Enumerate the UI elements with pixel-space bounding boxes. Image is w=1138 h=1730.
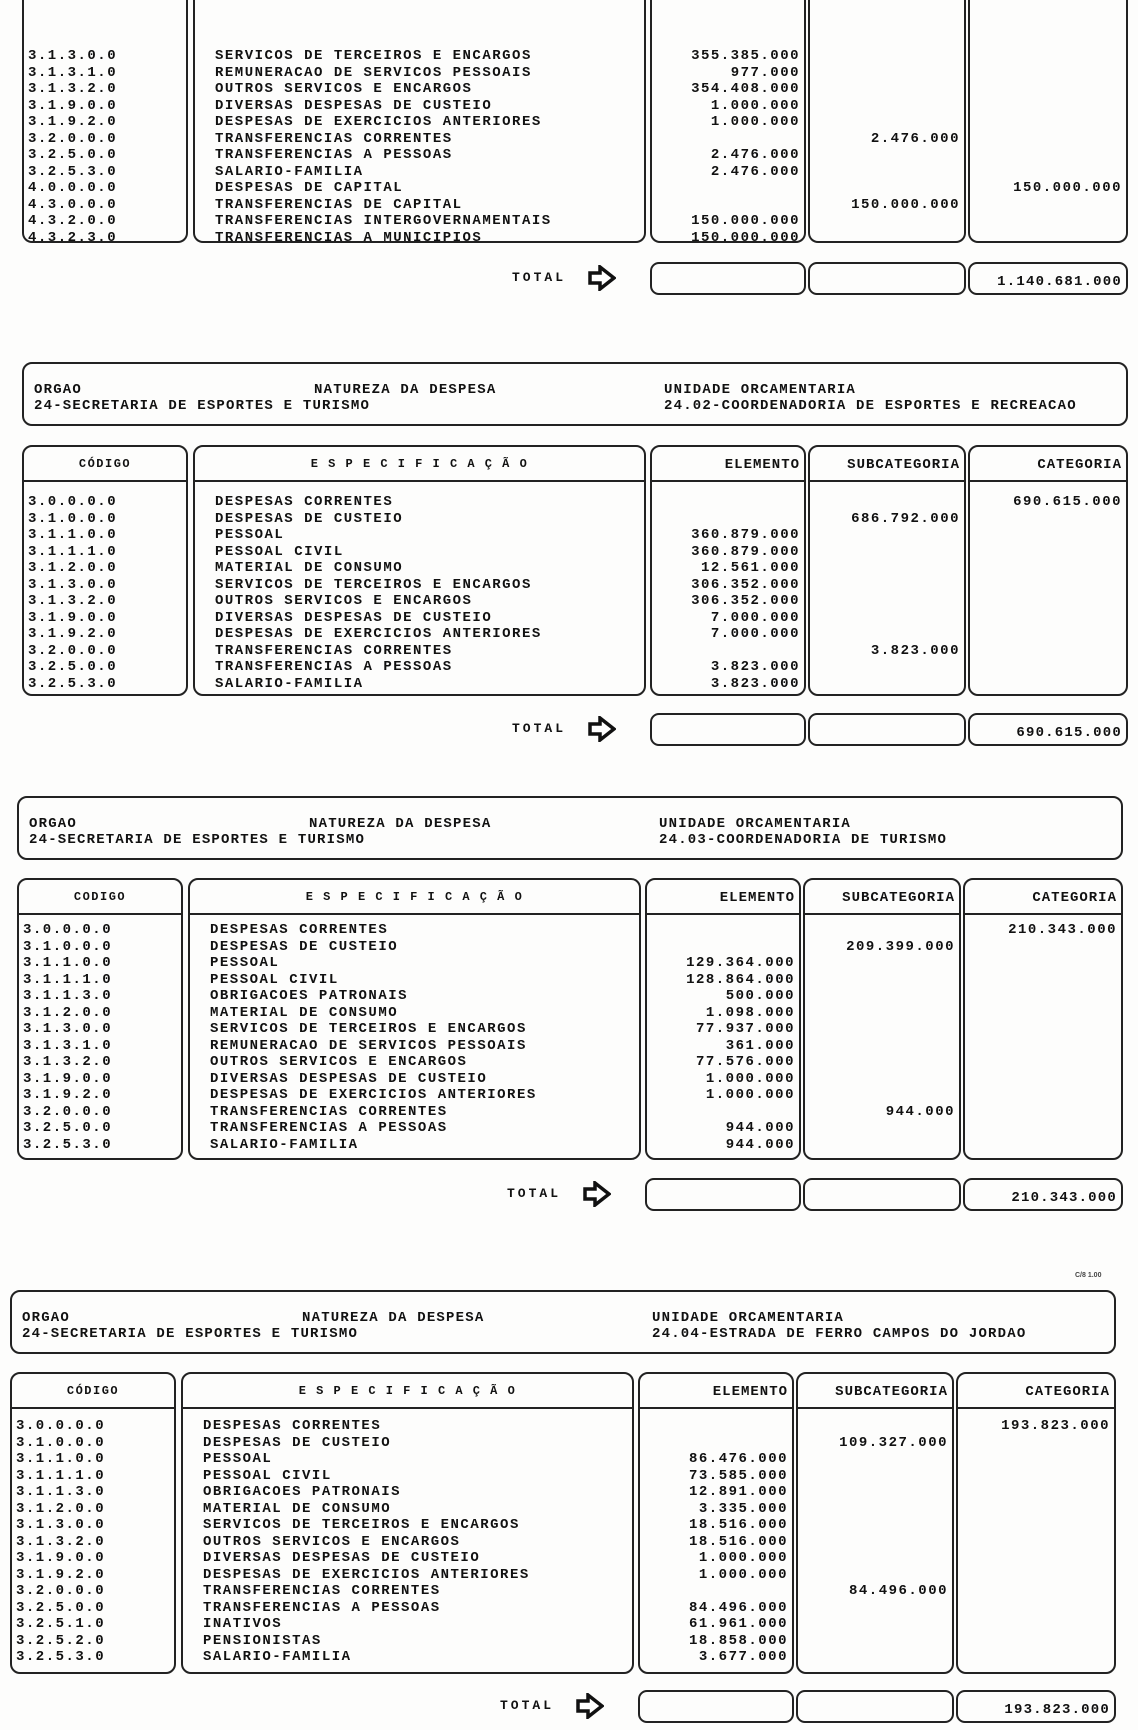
column-header-elemento bbox=[640, 1374, 792, 1409]
row-specification: OBRIGACOES PATRONAIS bbox=[203, 1484, 402, 1500]
row-specification: TRANSFERENCIAS A PESSOAS bbox=[215, 659, 453, 675]
row-specification: TRANSFERENCIAS A PESSOAS bbox=[203, 1599, 441, 1616]
row-categoria: 210.343.000 bbox=[1008, 922, 1117, 938]
natureza-label: NATUREZA DA DESPESA bbox=[302, 1310, 485, 1326]
row-specification: OUTROS SERVICOS E ENCARGOS bbox=[215, 593, 473, 609]
natureza-label: NATUREZA DA DESPESA bbox=[309, 816, 492, 832]
unidade-value: 24.04-ESTRADA DE FERRO CAMPOS DO JORDAO bbox=[652, 1326, 1027, 1342]
row-code: 3.1.9.0.0 bbox=[28, 97, 118, 114]
total-categoria-box: 193.823.000 bbox=[956, 1690, 1116, 1723]
column-header-label: E S P E C I F I C A Ç Ã O bbox=[298, 1384, 517, 1398]
row-specification: SALARIO-FAMILIA bbox=[215, 675, 364, 692]
row-subcategoria: 84.496.000 bbox=[848, 1583, 948, 1599]
column-header-categoria bbox=[958, 1374, 1114, 1409]
row-categoria: 690.615.000 bbox=[1013, 494, 1122, 510]
table-row bbox=[10, 1633, 1116, 1650]
row-specification: OUTROS SERVICOS E ENCARGOS bbox=[215, 81, 473, 97]
column-header-subcategoria bbox=[798, 1374, 952, 1409]
table-row bbox=[10, 1583, 1116, 1600]
row-code: 3.2.5.3.0 bbox=[28, 675, 118, 692]
column-header-label: CATEGORIA bbox=[1025, 1384, 1110, 1400]
row-elemento: 361.000 bbox=[725, 1037, 795, 1054]
table-row bbox=[10, 1534, 1116, 1551]
row-code: 3.1.3.2.0 bbox=[23, 1054, 113, 1070]
column-header-label: CATEGORIA bbox=[1037, 457, 1122, 473]
column-header-label: SUBCATEGORIA bbox=[835, 1384, 948, 1400]
row-elemento: 360.879.000 bbox=[691, 543, 800, 560]
row-specification: TRANSFERENCIAS A MUNICIPIOS bbox=[215, 229, 483, 246]
row-specification: TRANSFERENCIAS A PESSOAS bbox=[210, 1120, 448, 1136]
row-specification: OUTROS SERVICOS E ENCARGOS bbox=[203, 1533, 461, 1550]
row-elemento: 2.476.000 bbox=[710, 147, 800, 163]
row-subcategoria: 2.476.000 bbox=[870, 130, 960, 147]
table-row bbox=[10, 1567, 1116, 1584]
row-code: 3.1.1.1.0 bbox=[28, 543, 118, 560]
row-specification: DIVERSAS DESPESAS DE CUSTEIO bbox=[210, 1070, 488, 1087]
row-elemento: 306.352.000 bbox=[691, 576, 800, 593]
total-row bbox=[10, 1690, 1116, 1723]
row-elemento: 977.000 bbox=[730, 64, 800, 81]
row-specification: DIVERSAS DESPESAS DE CUSTEIO bbox=[215, 97, 493, 114]
row-elemento: 1.000.000 bbox=[705, 1070, 795, 1087]
row-code: 3.1.3.0.0 bbox=[16, 1517, 106, 1533]
row-code: 3.2.5.1.0 bbox=[16, 1616, 106, 1632]
row-code: 3.1.3.1.0 bbox=[23, 1037, 113, 1054]
table-row bbox=[10, 1600, 1116, 1617]
column-header-label: SUBCATEGORIA bbox=[847, 457, 960, 473]
row-specification: PESSOAL bbox=[215, 527, 285, 543]
row-code: 3.0.0.0.0 bbox=[16, 1418, 106, 1434]
row-specification: SALARIO-FAMILIA bbox=[215, 163, 364, 180]
column-header-codigo bbox=[12, 1374, 174, 1409]
row-subcategoria: 3.823.000 bbox=[870, 642, 960, 659]
table-row bbox=[10, 1451, 1116, 1468]
table-row bbox=[10, 1468, 1116, 1485]
total-categoria-box: 690.615.000 bbox=[968, 713, 1128, 746]
row-specification: SALARIO-FAMILIA bbox=[210, 1136, 359, 1153]
row-elemento: 1.098.000 bbox=[705, 1004, 795, 1021]
row-code: 3.2.5.0.0 bbox=[28, 147, 118, 163]
row-elemento: 354.408.000 bbox=[691, 81, 800, 97]
row-specification: SERVICOS DE TERCEIROS E ENCARGOS bbox=[210, 1021, 527, 1037]
row-code: 3.2.5.3.0 bbox=[23, 1136, 113, 1153]
row-elemento: 7.000.000 bbox=[710, 609, 800, 626]
row-code: 3.1.3.2.0 bbox=[16, 1533, 106, 1550]
total-subcategoria-box bbox=[796, 1690, 954, 1723]
total-label: TOTAL bbox=[512, 270, 567, 285]
row-code: 3.1.1.3.0 bbox=[23, 988, 113, 1004]
row-elemento: 18.516.000 bbox=[688, 1533, 788, 1550]
table-row bbox=[10, 1435, 1116, 1452]
row-elemento: 12.561.000 bbox=[700, 560, 800, 576]
row-elemento: 2.476.000 bbox=[710, 163, 800, 180]
row-code: 3.1.9.2.0 bbox=[28, 114, 118, 130]
row-code: 3.2.0.0.0 bbox=[16, 1583, 106, 1599]
total-label: TOTAL bbox=[512, 721, 567, 736]
row-code: 3.1.2.0.0 bbox=[16, 1500, 106, 1517]
row-specification: DESPESAS CORRENTES bbox=[203, 1418, 382, 1434]
row-specification: REMUNERACAO DE SERVICOS PESSOAIS bbox=[210, 1037, 527, 1054]
row-code: 3.1.2.0.0 bbox=[23, 1004, 113, 1021]
row-specification: DESPESAS DE EXERCICIOS ANTERIORES bbox=[210, 1087, 537, 1103]
row-code: 3.1.1.3.0 bbox=[16, 1484, 106, 1500]
row-code: 3.2.5.3.0 bbox=[16, 1649, 106, 1665]
row-elemento: 355.385.000 bbox=[691, 48, 800, 64]
column-header-label: CÓDIGO bbox=[66, 1384, 120, 1398]
row-elemento: 73.585.000 bbox=[688, 1467, 788, 1484]
column-header-label: ELEMENTO bbox=[724, 457, 800, 473]
table-row bbox=[10, 1649, 1116, 1666]
row-elemento: 12.891.000 bbox=[688, 1484, 788, 1500]
row-elemento: 86.476.000 bbox=[688, 1451, 788, 1467]
row-specification: PESSOAL bbox=[203, 1451, 273, 1467]
orgao-value: 24-SECRETARIA DE ESPORTES E TURISMO bbox=[34, 398, 371, 414]
unidade-label: UNIDADE ORCAMENTARIA bbox=[652, 1310, 845, 1326]
table-row bbox=[10, 1616, 1116, 1633]
row-specification: TRANSFERENCIAS CORRENTES bbox=[215, 130, 453, 147]
table-row bbox=[10, 1484, 1116, 1501]
unidade-value: 24.02-COORDENADORIA DE ESPORTES E RECREACAO bbox=[664, 398, 1077, 414]
row-elemento: 1.000.000 bbox=[698, 1550, 788, 1566]
row-elemento: 500.000 bbox=[725, 988, 795, 1004]
table-row bbox=[10, 1418, 1116, 1435]
row-elemento: 128.864.000 bbox=[686, 971, 795, 988]
orgao-label: ORGAO bbox=[34, 382, 83, 398]
row-specification: DESPESAS DE CUSTEIO bbox=[215, 510, 404, 527]
row-specification: DESPESAS DE EXERCICIOS ANTERIORES bbox=[203, 1566, 530, 1583]
natureza-label: NATUREZA DA DESPESA bbox=[314, 382, 497, 398]
row-code: 3.1.9.2.0 bbox=[28, 626, 118, 642]
row-specification: DESPESAS DE CAPITAL bbox=[215, 180, 404, 196]
row-code: 3.2.5.0.0 bbox=[28, 659, 118, 675]
row-code: 4.3.2.3.0 bbox=[28, 229, 118, 246]
column-header-label: CÓDIGO bbox=[78, 457, 132, 471]
row-specification: TRANSFERENCIAS CORRENTES bbox=[215, 642, 453, 659]
row-code: 4.3.0.0.0 bbox=[28, 196, 118, 213]
table-row bbox=[10, 1550, 1116, 1567]
budget-table bbox=[10, 1372, 1116, 1674]
row-subcategoria: 150.000.000 bbox=[851, 196, 960, 213]
total-label: TOTAL bbox=[507, 1186, 562, 1201]
row-specification: DIVERSAS DESPESAS DE CUSTEIO bbox=[203, 1550, 481, 1566]
row-code: 4.0.0.0.0 bbox=[28, 180, 118, 196]
row-code: 3.1.1.1.0 bbox=[16, 1467, 106, 1484]
row-specification: SERVICOS DE TERCEIROS E ENCARGOS bbox=[203, 1517, 520, 1533]
row-code: 3.2.0.0.0 bbox=[23, 1103, 113, 1120]
row-subcategoria: 944.000 bbox=[885, 1103, 955, 1120]
page-note: C/8 1.00 bbox=[1075, 1272, 1102, 1279]
row-specification: MATERIAL DE CONSUMO bbox=[210, 1004, 399, 1021]
row-elemento: 944.000 bbox=[725, 1136, 795, 1153]
row-specification: PESSOAL CIVIL bbox=[203, 1467, 332, 1484]
row-specification: PESSOAL bbox=[210, 955, 280, 971]
row-code: 3.1.0.0.0 bbox=[23, 938, 113, 955]
row-elemento: 3.335.000 bbox=[698, 1500, 788, 1517]
row-elemento: 150.000.000 bbox=[691, 213, 800, 229]
row-elemento: 18.858.000 bbox=[688, 1632, 788, 1649]
row-specification: PESSOAL CIVIL bbox=[210, 971, 339, 988]
row-code: 3.0.0.0.0 bbox=[23, 922, 113, 938]
row-elemento: 306.352.000 bbox=[691, 593, 800, 609]
row-elemento: 944.000 bbox=[725, 1120, 795, 1136]
row-specification: OBRIGACOES PATRONAIS bbox=[210, 988, 409, 1004]
row-code: 3.2.5.0.0 bbox=[16, 1599, 106, 1616]
row-code: 3.1.1.0.0 bbox=[23, 955, 113, 971]
unidade-label: UNIDADE ORCAMENTARIA bbox=[659, 816, 852, 832]
column-header-label: E S P E C I F I C A Ç Ã O bbox=[305, 890, 524, 904]
orgao-value: 24-SECRETARIA DE ESPORTES E TURISMO bbox=[22, 1326, 359, 1342]
row-code: 3.1.3.2.0 bbox=[28, 593, 118, 609]
row-specification: PENSIONISTAS bbox=[203, 1632, 322, 1649]
section-header-box bbox=[10, 1290, 1116, 1354]
row-elemento: 18.516.000 bbox=[688, 1517, 788, 1533]
row-elemento: 1.000.000 bbox=[705, 1087, 795, 1103]
column-header-label: E S P E C I F I C A Ç Ã O bbox=[310, 457, 529, 471]
row-specification: DESPESAS DE EXERCICIOS ANTERIORES bbox=[215, 626, 542, 642]
row-elemento: 77.576.000 bbox=[695, 1054, 795, 1070]
row-specification: MATERIAL DE CONSUMO bbox=[203, 1500, 392, 1517]
row-code: 3.1.1.1.0 bbox=[23, 971, 113, 988]
row-elemento: 61.961.000 bbox=[688, 1616, 788, 1632]
row-categoria: 193.823.000 bbox=[1001, 1418, 1110, 1434]
row-elemento: 3.823.000 bbox=[710, 659, 800, 675]
row-specification: SALARIO-FAMILIA bbox=[203, 1649, 352, 1665]
row-subcategoria: 209.399.000 bbox=[846, 938, 955, 955]
row-code: 3.1.9.2.0 bbox=[16, 1566, 106, 1583]
total-label: TOTAL bbox=[500, 1698, 555, 1713]
row-elemento: 3.677.000 bbox=[698, 1649, 788, 1665]
row-elemento: 3.823.000 bbox=[710, 675, 800, 692]
column-header-label: SUBCATEGORIA bbox=[842, 890, 955, 906]
row-code: 4.3.2.0.0 bbox=[28, 213, 118, 229]
row-specification: DIVERSAS DESPESAS DE CUSTEIO bbox=[215, 609, 493, 626]
row-elemento: 360.879.000 bbox=[691, 527, 800, 543]
row-specification: SERVICOS DE TERCEIROS E ENCARGOS bbox=[215, 576, 532, 593]
total-categoria-box: 1.140.681.000 bbox=[968, 262, 1128, 295]
row-code: 3.2.0.0.0 bbox=[28, 130, 118, 147]
unidade-label: UNIDADE ORCAMENTARIA bbox=[664, 382, 857, 398]
row-elemento: 1.000.000 bbox=[698, 1566, 788, 1583]
table-row bbox=[10, 1517, 1116, 1534]
row-elemento: 1.000.000 bbox=[710, 114, 800, 130]
row-code: 3.2.5.0.0 bbox=[23, 1120, 113, 1136]
row-elemento: 77.937.000 bbox=[695, 1021, 795, 1037]
row-specification: DESPESAS DE CUSTEIO bbox=[210, 938, 399, 955]
column-header-label: CATEGORIA bbox=[1032, 890, 1117, 906]
row-categoria: 150.000.000 bbox=[1013, 180, 1122, 196]
row-elemento: 84.496.000 bbox=[688, 1599, 788, 1616]
row-code: 3.1.3.0.0 bbox=[28, 576, 118, 593]
orgao-label: ORGAO bbox=[29, 816, 78, 832]
row-code: 3.1.9.2.0 bbox=[23, 1087, 113, 1103]
row-code: 3.0.0.0.0 bbox=[28, 494, 118, 510]
row-code: 3.2.5.3.0 bbox=[28, 163, 118, 180]
row-specification: DESPESAS DE EXERCICIOS ANTERIORES bbox=[215, 114, 542, 130]
row-specification: PESSOAL CIVIL bbox=[215, 543, 344, 560]
row-specification: TRANSFERENCIAS CORRENTES bbox=[203, 1583, 441, 1599]
row-code: 3.1.9.0.0 bbox=[28, 609, 118, 626]
column-header-label: CODIGO bbox=[73, 890, 127, 904]
row-code: 3.1.0.0.0 bbox=[28, 510, 118, 527]
row-code: 3.1.9.0.0 bbox=[23, 1070, 113, 1087]
orgao-label: ORGAO bbox=[22, 1310, 71, 1326]
row-elemento: 150.000.000 bbox=[691, 229, 800, 246]
row-specification: TRANSFERENCIAS INTERGOVERNAMENTAIS bbox=[215, 213, 552, 229]
total-elemento-box bbox=[638, 1690, 794, 1723]
row-code: 3.1.3.2.0 bbox=[28, 81, 118, 97]
row-subcategoria: 109.327.000 bbox=[839, 1434, 948, 1451]
row-specification: TRANSFERENCIAS CORRENTES bbox=[210, 1103, 448, 1120]
row-specification: TRANSFERENCIAS A PESSOAS bbox=[215, 147, 453, 163]
row-specification: MATERIAL DE CONSUMO bbox=[215, 560, 404, 576]
arrow-right-icon bbox=[576, 1693, 604, 1719]
orgao-value: 24-SECRETARIA DE ESPORTES E TURISMO bbox=[29, 832, 366, 848]
row-code: 3.2.5.2.0 bbox=[16, 1632, 106, 1649]
row-specification: DESPESAS CORRENTES bbox=[210, 922, 389, 938]
unidade-value: 24.03-COORDENADORIA DE TURISMO bbox=[659, 832, 948, 848]
total-categoria-box: 210.343.000 bbox=[963, 1178, 1123, 1211]
column-header-especificacao bbox=[183, 1374, 632, 1409]
row-code: 3.1.0.0.0 bbox=[16, 1434, 106, 1451]
row-specification: TRANSFERENCIAS DE CAPITAL bbox=[215, 196, 463, 213]
row-specification: SERVICOS DE TERCEIROS E ENCARGOS bbox=[215, 48, 532, 64]
row-code: 3.1.1.0.0 bbox=[28, 527, 118, 543]
row-specification: REMUNERACAO DE SERVICOS PESSOAIS bbox=[215, 64, 532, 81]
row-code: 3.1.2.0.0 bbox=[28, 560, 118, 576]
row-elemento: 1.000.000 bbox=[710, 97, 800, 114]
row-specification: INATIVOS bbox=[203, 1616, 283, 1632]
row-code: 3.1.3.1.0 bbox=[28, 64, 118, 81]
row-specification: DESPESAS CORRENTES bbox=[215, 494, 394, 510]
table-row bbox=[10, 1501, 1116, 1518]
column-header-label: ELEMENTO bbox=[719, 890, 795, 906]
row-code: 3.1.9.0.0 bbox=[16, 1550, 106, 1566]
row-code: 3.1.1.0.0 bbox=[16, 1451, 106, 1467]
row-specification: DESPESAS DE CUSTEIO bbox=[203, 1434, 392, 1451]
row-code: 3.1.3.0.0 bbox=[28, 48, 118, 64]
row-elemento: 129.364.000 bbox=[686, 955, 795, 971]
row-subcategoria: 686.792.000 bbox=[851, 510, 960, 527]
row-code: 3.1.3.0.0 bbox=[23, 1021, 113, 1037]
column-header-label: ELEMENTO bbox=[712, 1384, 788, 1400]
row-elemento: 7.000.000 bbox=[710, 626, 800, 642]
row-code: 3.2.0.0.0 bbox=[28, 642, 118, 659]
row-specification: OUTROS SERVICOS E ENCARGOS bbox=[210, 1054, 468, 1070]
